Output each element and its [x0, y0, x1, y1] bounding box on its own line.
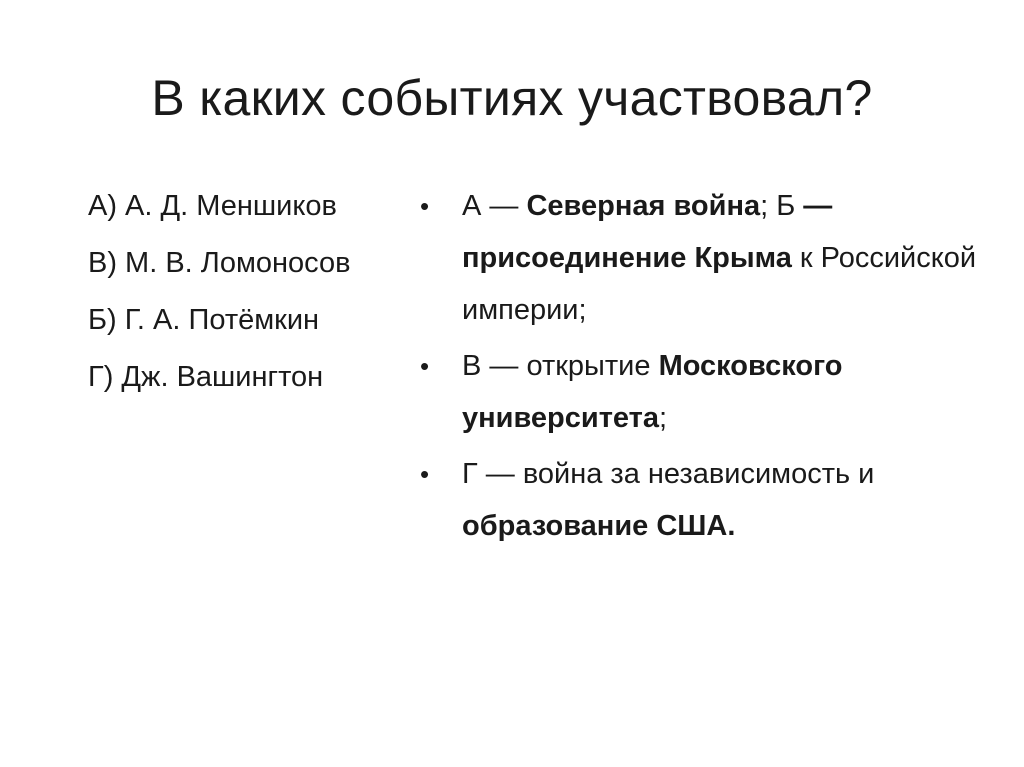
event-highlight: образование США.: [462, 510, 736, 542]
bullet-icon: •: [420, 459, 430, 489]
bullet-icon: •: [420, 351, 430, 381]
people-list-item: А) А. Д. Меншиков: [88, 190, 337, 222]
event-highlight: Московского университета: [462, 350, 843, 434]
events-list-item: [420, 340, 980, 444]
event-highlight: Северная война: [526, 190, 761, 222]
people-list-item: В) М. В. Ломоносов: [88, 247, 351, 279]
people-list-item: Б) Г. А. Потёмкин: [88, 304, 320, 336]
bullet-icon: •: [420, 191, 430, 221]
event-text: Г — война за независимость и: [462, 458, 875, 490]
event-text: ; Б: [760, 190, 804, 222]
slide-title: В каких событиях участвовал?: [151, 70, 873, 126]
event-highlight: — присоединение Крыма: [462, 190, 833, 274]
event-text: к Российской империи;: [462, 242, 977, 326]
event-text: ;: [659, 402, 668, 434]
events-list: [420, 180, 980, 556]
people-list: [88, 178, 351, 406]
event-text: А —: [462, 190, 527, 222]
people-list-item: Г) Дж. Вашингтон: [88, 361, 324, 393]
events-list-item: [420, 180, 980, 336]
events-list-item: [420, 448, 980, 552]
event-text: В — открытие: [462, 350, 659, 382]
